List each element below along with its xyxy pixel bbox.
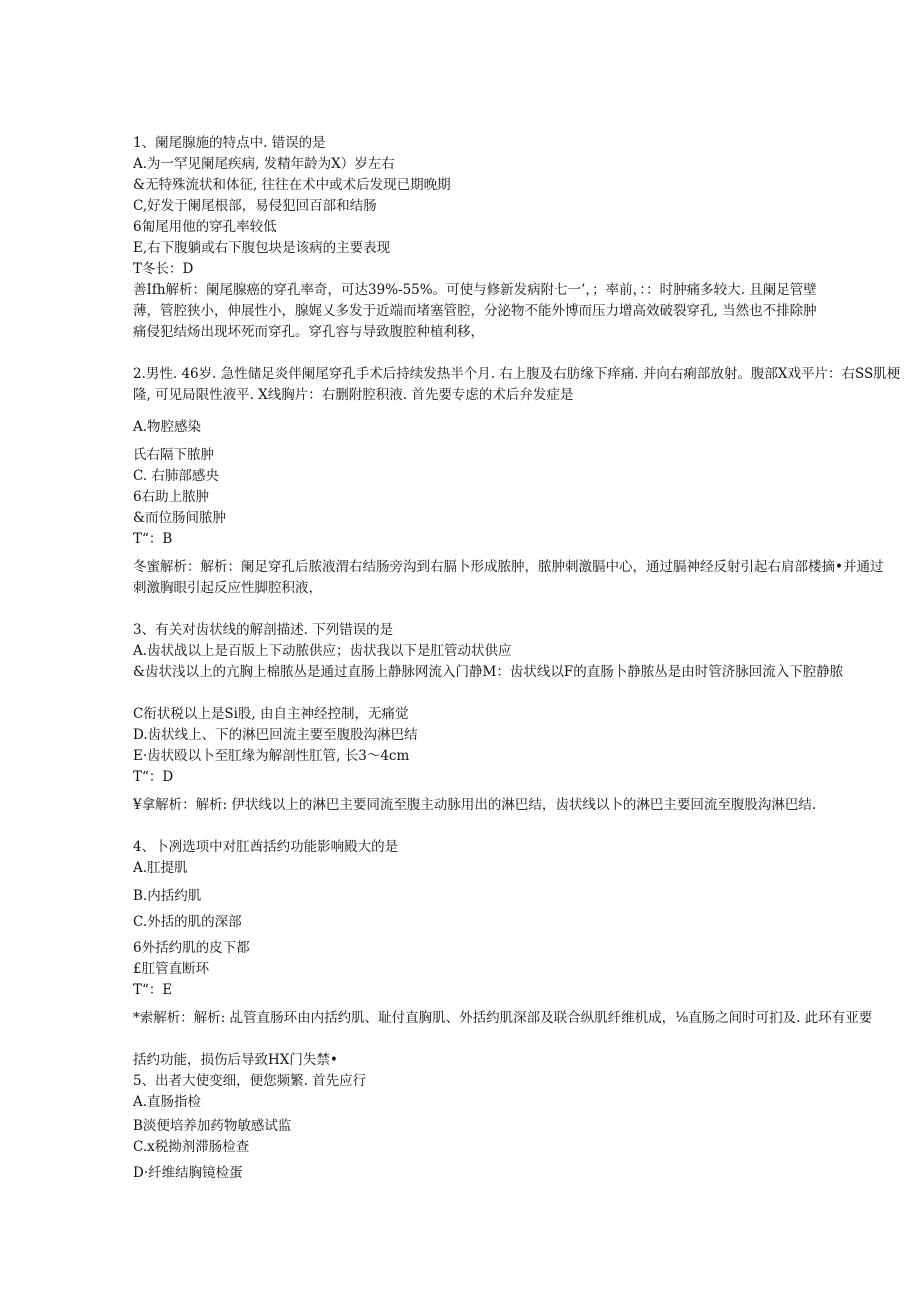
q1-explanation-line-2: 薄，管腔狭小，伸展性小，腺娓乂多发于近端而堵塞管腔，分泌物不能外博而压力增高效破裂穿孔, 当然也不排除肿	[133, 303, 817, 319]
q1-option-c: C,好发于阑尾根部，易侵犯回百部和结肠	[133, 198, 377, 214]
q1-option-a: A.为一罕见阑尾疾病, 发精年龄为X）岁左右	[133, 156, 395, 172]
q4-explanation-line-1: *索解析：解析: 乩管直肠环由内括约肌、耻付直胸肌、外括约肌深部及联合纵肌纤维机成，⅛直肠之间时可扪及. 此环有亚要	[133, 1010, 873, 1026]
q3-option-e: E·齿状殴以卜至肛缘为解剖性肛管, 长3〜4cm	[133, 748, 410, 764]
q2-explanation-line-1: 冬蜜解析：解析：阑足穿孔后脓液渭右结肠旁沟到右膈卜形成脓肿，脓肿刺激膈中心，通过膈神经反射引起右肩部楼摘•并通过	[133, 559, 884, 575]
q2-answer: T“：B	[133, 531, 173, 547]
q1-option-d: 6匍尾用他的穿孔率较低	[133, 219, 277, 235]
q2-option-d: 6右助上脓肿	[133, 489, 210, 505]
q2-stem-line-2: 隆, 可见局限性液平. X线胸片：右删附腔积液. 首先要专虑的术后弁发症是	[133, 387, 574, 403]
q5-option-b: B淡便培养加药物敏感试监	[133, 1118, 292, 1134]
q5-stem: 5、出者大使变细，便您频繁. 首先应行	[133, 1073, 367, 1089]
q4-option-e: £肛管直断环	[133, 961, 210, 977]
q2-option-b: 氏右隔下脓肿	[133, 447, 214, 463]
q5-option-a: A.直肠指检	[133, 1094, 202, 1110]
q1-answer: T冬长：D	[133, 261, 194, 277]
q1-stem: 1、阑尾腺施的特点中. 错误的是	[133, 135, 326, 151]
q5-option-d: D·纤维结胸镜检蛋	[133, 1165, 243, 1181]
q3-option-d: D.齿状线上、下的淋巴回流主要至腹股沟淋巴结	[133, 727, 418, 743]
q4-option-c: C.外括的肌的深部	[133, 914, 242, 930]
q4-explanation-line-2: 括约功能，损伤后导致HX门失禁•	[133, 1052, 338, 1068]
q4-option-d: 6外括约肌的皮下都	[133, 940, 250, 956]
q2-option-c: C. 右肺部感央	[133, 468, 219, 484]
q1-option-e: E,右下腹躺或右下腹包块是该病的主要表现	[133, 240, 391, 256]
q4-option-b: B.内括约肌	[133, 888, 202, 904]
q2-explanation-line-2: 刺激胸眼引起反应性脚腔积液，	[133, 580, 322, 596]
q3-stem: 3、有关对齿状线的解剖描述. 下列错误的是	[133, 622, 394, 638]
q4-stem: 4、卜冽选项中对肛酋括约功能影响殿大的是	[133, 839, 399, 855]
q1-explanation-line-1: 善Ifh解析：阑尾腺癌的穿孔率奇，可达39%-55%。可使与修新发病附七一’，；率前，：：时肿痛多较大. 且阑足管壁	[133, 282, 817, 298]
q3-answer: T“：D	[133, 769, 174, 785]
q1-explanation-line-3: 痛侵犯结炀出现坏死而穿孔。穿孔容与导致腹腔种植利移，	[133, 324, 484, 340]
q2-option-e: &而位肠间脓肿	[133, 510, 227, 526]
q1-option-b: &无特殊流状和体征, 往往在术中或术后发现已期晚期	[133, 177, 451, 193]
q3-option-b: &齿状浅以上的亢胸上棉脓丛是通过直肠上静脉网流入门静M：齿状线以F的直肠卜静脓丛是由时管济脉回流入下腔静脓	[133, 664, 844, 680]
q3-explanation: ¥拿解析：解析: 伊状线以上的淋巴主要同流至腹主动脉用出的淋巴结，齿状线以卜的淋巴主要回流至腹股沟淋巴结.	[133, 797, 817, 813]
q4-answer: T“：E	[133, 982, 173, 998]
q3-option-c: C衔状税以上是Si股, 由自主神经控制，无痛觉	[133, 706, 409, 722]
q4-option-a: A.肛提肌	[133, 860, 188, 876]
q2-option-a: A.物腔感染	[133, 419, 202, 435]
q2-stem-line-1: 2.男性. 46岁. 急性储足炎伴阑尾穿孔手术后持续发热半个月. 右上腹及右肪缘下痒痛. 并向右痢部放射。腹部X戏平片：右SS肌梗	[133, 366, 901, 382]
q3-option-a: A.齿状战以上是百版上下动脓供应；齿状我以下是肛管动状供应	[133, 643, 512, 659]
q5-option-c: C.x税拗剂滞肠检查	[133, 1139, 250, 1155]
